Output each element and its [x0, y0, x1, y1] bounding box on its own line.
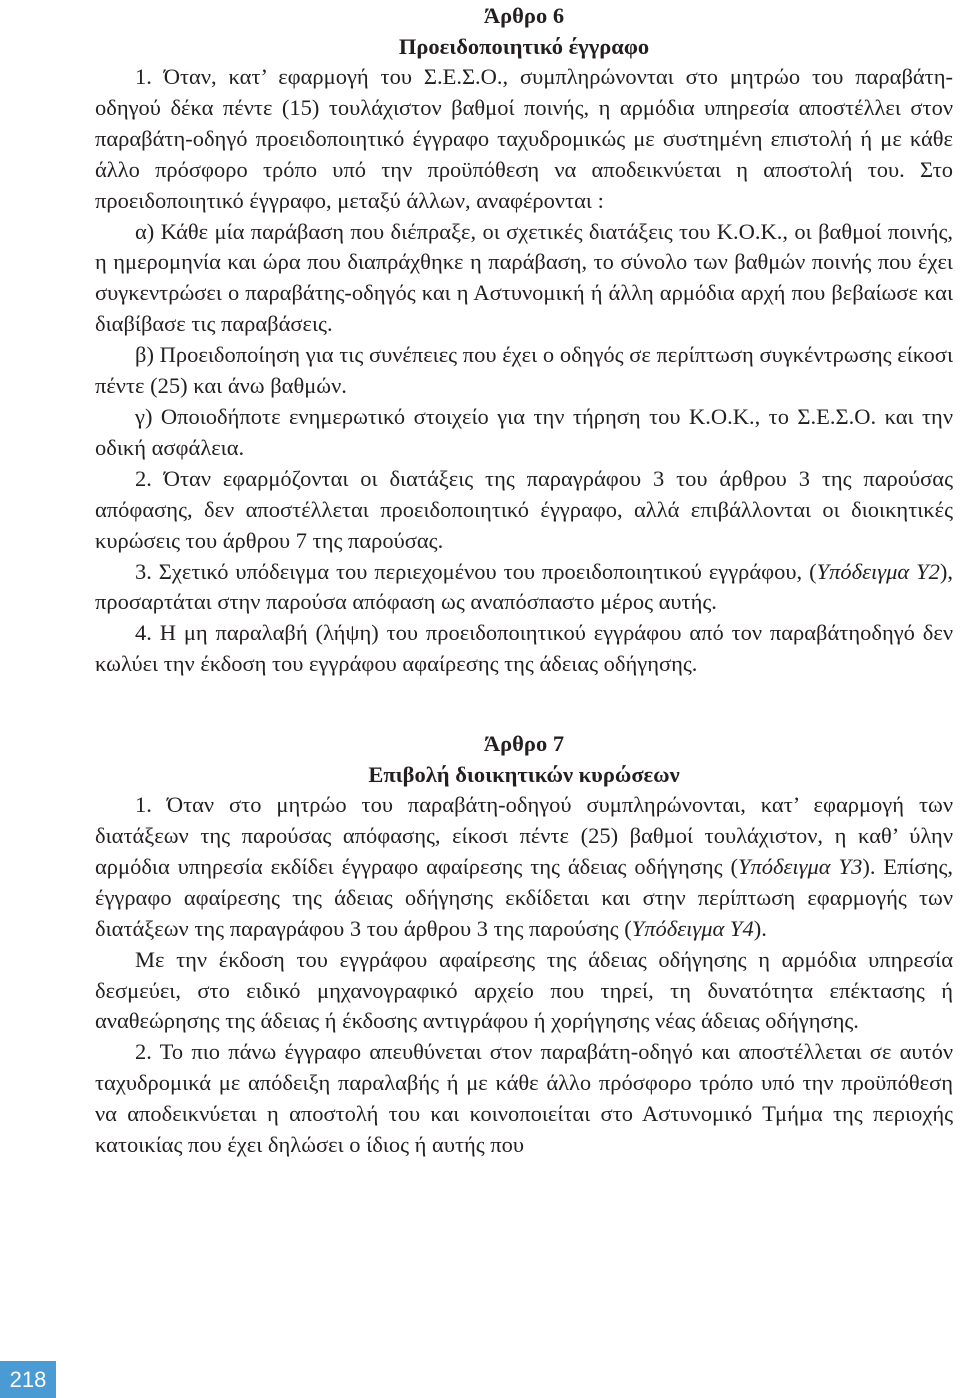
article-7-paragraph-1-text-1: 1. Όταν στο μητρώο του παραβάτη-οδηγού συμπληρώνονται, κατ’ εφαρμογή των διατάξεων της παρούσας απόφασης, είκοσι πέντε (25) βαθμοί τουλάχιστον, η καθ’ ύλην αρμόδια υπηρεσία εκδίδει έγγραφο αφαίρεσης της άδειας οδήγησης (	[95, 792, 953, 879]
article-7-paragraph-2: 2. Το πιο πάνω έγγραφο απευθύνεται στον παραβάτη-οδηγό και αποστέλλεται σε αυτόν ταχυδρομικά με απόδειξη παραλαβής ή με κάθε άλλο πρόσφορο τρόπο υπό την προϋπόθεση να αποδεικνύεται η αποστολή του και κοινοποιείται στο Αστυνομικό Τμήμα της περιοχής κατοικίας που έχει δηλώσει ο ίδιος ή αυτής που	[95, 1039, 953, 1158]
document-page	[95, 0, 953, 1161]
article-7-number: Άρθρο 7	[483, 731, 565, 757]
article-6-title: Προειδοποιητικό έγγραφο	[398, 34, 650, 59]
article-6-paragraph-1: 1. Όταν, κατ’ εφαρμογή του Σ.Ε.Σ.Ο., συμπληρώνονται στο μητρώο του παραβάτη-οδηγού δέκα πέντε (15) τουλάχιστον βαθμοί ποινής, η αρμόδια υπηρεσία αποστέλλει στον παραβάτη-οδηγό προειδοποιητικό έγγραφο ταχυδρομικώς με συστημένη επιστολή ή με κάθε άλλο πρόσφορο τρόπο υπό την προϋπόθεση να αποδεικνύεται η αποστολή του. Στο προειδοποιητικό έγγραφο, μεταξύ άλλων, αναφέρονται :	[95, 64, 953, 213]
article-7-paragraph-1	[95, 790, 953, 945]
article-6-number: Άρθρο 6	[483, 3, 565, 28]
article-7-paragraph-1-text-2: ). Επίσης, έγγραφο αφαίρεσης της άδειας οδήγησης εκδίδεται και στην περίπτωση εφαρμογής των διατάξεων της παραγράφου 3 του άρθρου 3 της παρούσης (	[95, 853, 953, 941]
article-6-item-c: γ) Οποιοδήποτε ενημερωτικό στοιχείο για την τήρηση του Κ.Ο.Κ., το Σ.Ε.Σ.Ο. και την οδική ασφάλεια.	[95, 403, 953, 460]
article-6-paragraph-2: 2. Όταν εφαρμόζονται οι διατάξεις της παραγράφου 3 του άρθρου 3 της παρούσας απόφασης, δεν αποστέλλεται προειδοποιητικό έγγραφο, αλλά επιβάλλονται οι διοικητικές κυρώσεις του άρθρου 7 της παρούσας.	[95, 465, 953, 553]
article-6-paragraph-3-text-2: ), προσαρτάται στην παρούσα απόφαση ως αναπόσπαστο μέρος αυτής.	[95, 558, 953, 615]
page-number-tab: 218	[0, 1361, 56, 1398]
article-6-paragraph-4: 4. Η μη παραλαβή (λήψη) του προειδοποιητικού εγγράφου από τον παραβάτηοδηγό δεν κωλύει την έκδοση του εγγράφου αφαίρεσης της άδειας οδήγησης.	[95, 620, 953, 677]
template-y4-reference: Υπόδειγμα Υ4	[631, 915, 754, 941]
article-7-paragraph-1-text-3: ).	[753, 915, 767, 941]
template-y3-reference: Υπόδειγμα Υ3	[738, 853, 863, 879]
article-7-title: Επιβολή διοικητικών κυρώσεων	[368, 762, 680, 788]
article-6-paragraph-3-text-1: 3. Σχετικό υπόδειγμα του περιεχομένου του προειδοποιητικού εγγράφου, (	[135, 558, 817, 584]
template-y2-reference: Υπόδειγμα Υ2	[816, 558, 940, 584]
article-6-item-b: β) Προειδοποίηση για τις συνέπειες που έχει ο οδηγός σε περίπτωση συγκέντρωσης είκοσι πέντε (25) και άνω βαθμών.	[95, 342, 953, 399]
article-7-paragraph-1-continued: Με την έκδοση του εγγράφου αφαίρεσης της άδειας οδήγησης η αρμόδια υπηρεσία δεσμεύει, στο ειδικό μηχανογραφικό αρχείο που τηρεί, τη δυνατότητα επέκτασης ή αναθεώρησης της άδειας ή έκδοσης αντιγράφου ή χορήγησης νέας άδειας οδήγησης.	[95, 946, 953, 1034]
article-6-item-a: α) Κάθε μία παράβαση που διέπραξε, οι σχετικές διατάξεις του Κ.Ο.Κ., οι βαθμοί ποινής, η ημερομηνία και ώρα που διαπράχθηκε η παράβαση, το σύνολο των βαθμών ποινής που έχει συγκεντρώσει ο παραβάτης-οδηγός και η Αστυνομική ή άλλη αρμόδια αρχή που βεβαίωσε και διαβίβασε τις παραβάσεις.	[95, 218, 953, 337]
article-6-paragraph-3	[95, 557, 953, 619]
